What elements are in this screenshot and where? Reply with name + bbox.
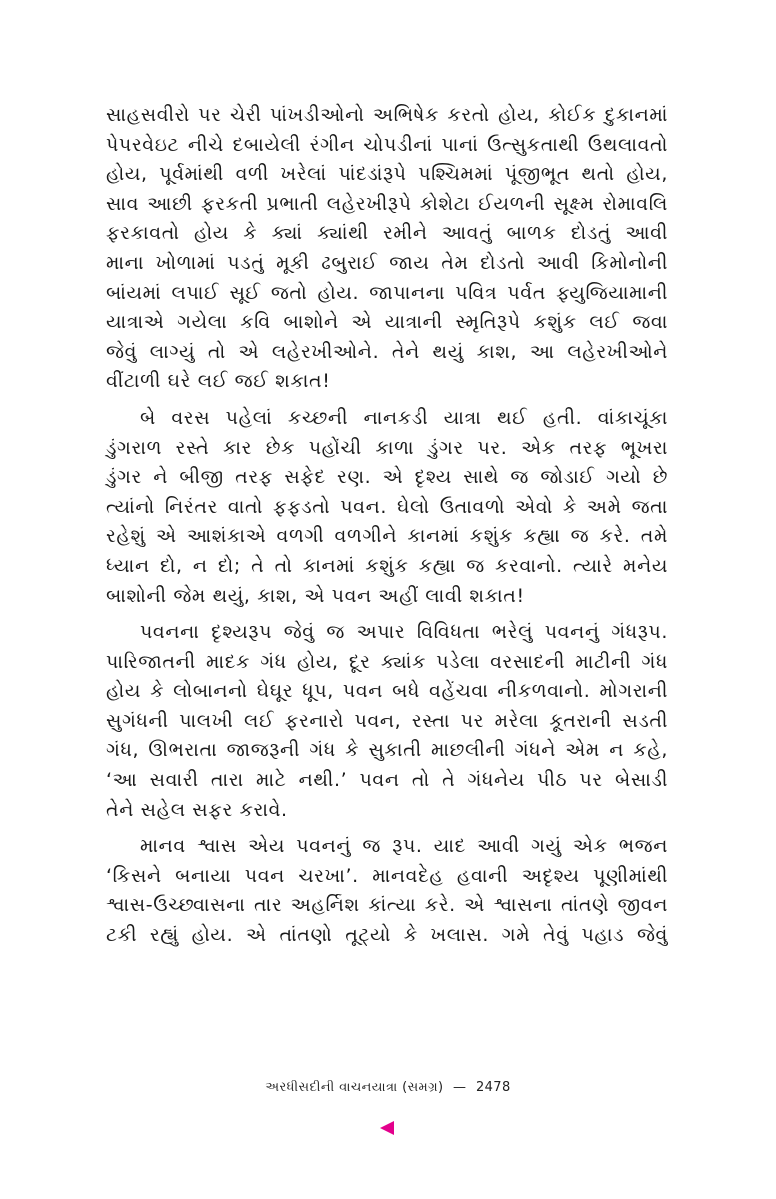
text-line: રહેશું એ આશંકાએ વળગી વળગીને કાનમાં કશુંક કહ્યા જ કરે. તમે (106, 525, 668, 548)
text-line: ડુંગર ને બીજી તરફ સફેદ રણ. એ દૃશ્ય સાથે જ જોડાઈ ગયો છે (106, 466, 668, 489)
text-line: હોય કે લોબાનનો ઘેઘૂર ધૂપ, પવન બધે વહેંચવા નીકળવાનો. મોગરાની (106, 680, 668, 703)
text-line: બાંયમાં લપાઈ સૂઈ જતો હોય. જાપાનના પવિત્ર પર્વત ફ્યુજિયામાની (106, 281, 668, 304)
paragraph-3 (106, 618, 668, 825)
text-line: સુગંધની પાલખી લઈ ફરનારો પવન, રસ્તા પર મરેલા કૂતરાની સડતી (106, 709, 668, 732)
text-line: ગંધ, ઊભરાતા જાજરૂની ગંધ કે સુકાતી માછલીની ગંધને એમ ન કહે, (106, 739, 668, 762)
text-line: યાત્રાએ ગયેલા કવિ બાશોને એ યાત્રાની સ્મૃતિરૂપે કશુંક લઈ જવા (106, 311, 668, 334)
text-line: શ્વાસ-ઉચ્છ્વાસના તાર અહર્નિશ કાંત્યા કરે. એ શ્વાસના તાંતણે જીવન (106, 894, 668, 917)
text-line: પારિજાતની માદક ગંધ હોય, દૂર ક્યાંક પડેલા વરસાદની માટીની ગંધ (106, 650, 668, 673)
text-line: તેને સહેલ સફર કરાવે. (106, 798, 288, 821)
text-line: હોય, પૂર્વમાંથી વળી ખરેલાં પાંદડાંરૂપે પશ્ચિમમાં પૂંજીભૂત થતો હોય, (106, 163, 668, 186)
text-line: સાહસવીરો પર ચેરી પાંખડીઓનો અભિષેક કરતો હોય, કોઈક દુકાનમાં (106, 104, 668, 126)
text-line: ‘આ સવારી તારા માટે નથી.’ પવન તો તે ગંધનેય પીઠ પર બેસાડી (106, 769, 668, 792)
text-line: બાશોની જેમ થયું, કાશ, એ પવન અહીં લાવી શકાત! (106, 584, 525, 607)
text-line: માના ખોળામાં પડતું મૂકી ઢબુરાઈ જાય તેમ દોડતો આવી કિમોનોની (106, 251, 668, 274)
text-line: ત્યાંનો નિરંતર વાતો ફફડતો પવન. ઘેલો ઉતાવળો એવો કે અમે જતા (106, 495, 668, 518)
text-line: જેવું લાગ્યું તો એ લહેરખીઓને. તેને થયું કાશ, આ લહેરખીઓને (106, 340, 668, 363)
text-line: વીંટાળી ઘરે લઈ જઈ શકાત! (106, 370, 331, 393)
book-title: અરધીસદીની વાચનયાત્રા (સમગ્ર) (265, 1080, 444, 1095)
paragraph-1 (106, 101, 668, 397)
footer-separator: — (452, 1080, 467, 1095)
text-line: બે વરસ પહેલાં કચ્છની નાનકડી યાત્રા થઈ હતી. વાંકાચૂંકા (140, 406, 668, 429)
text-line: ટકી રહ્યું હોય. એ તાંતણો તૂટ્યો કે ખલાસ. ગમે તેવું પહાડ જેવું (106, 924, 668, 947)
text-line: ડુંગરાળ રસ્તે કાર છેક પહોંચી કાળા ડુંગર પર. એક તરફ ભૂખરા (106, 436, 668, 459)
text-line: ધ્યાન દો, ન દો; તે તો કાનમાં કશુંક કહ્યા જ કરવાનો. ત્યારે મનેય (106, 554, 668, 577)
paragraph-2 (106, 404, 668, 611)
text-line: સાવ આછી ફરકતી પ્રભાતી લહેરખીરૂપે કોશેટા ઈયળની સૂક્ષ્મ રોમાવલિ (106, 192, 668, 215)
text-line: પેપરવેઇટ નીચે દબાયેલી રંગીન ચોપડીનાં પાનાં ઉત્સુકતાથી ઉથલાવતો (106, 133, 668, 156)
paragraph-4 (106, 832, 668, 950)
text-line: પવનના દૃશ્યરૂપ જેવું જ અપાર વિવિધતા ભરેલું પવનનું ગંધરૂપ. (140, 621, 668, 644)
page-footer (0, 1080, 776, 1095)
text-line: ‘કિસને બનાયા પવન ચરખા’. માનવદેહ હવાની અદૃશ્ય પૂણીમાંથી (106, 864, 668, 887)
body-text (106, 101, 668, 958)
page-number: 2478 (475, 1080, 511, 1095)
text-line: ફરકાવતો હોય કે ક્યાં ક્યાંથી રમીને આવતું બાળક દોડતું આવી (106, 222, 668, 245)
previous-page-arrow-icon[interactable] (380, 1121, 394, 1135)
text-line: માનવ શ્વાસ એય પવનનું જ રૂપ. યાદ આવી ગયું એક ભજન (140, 835, 668, 858)
